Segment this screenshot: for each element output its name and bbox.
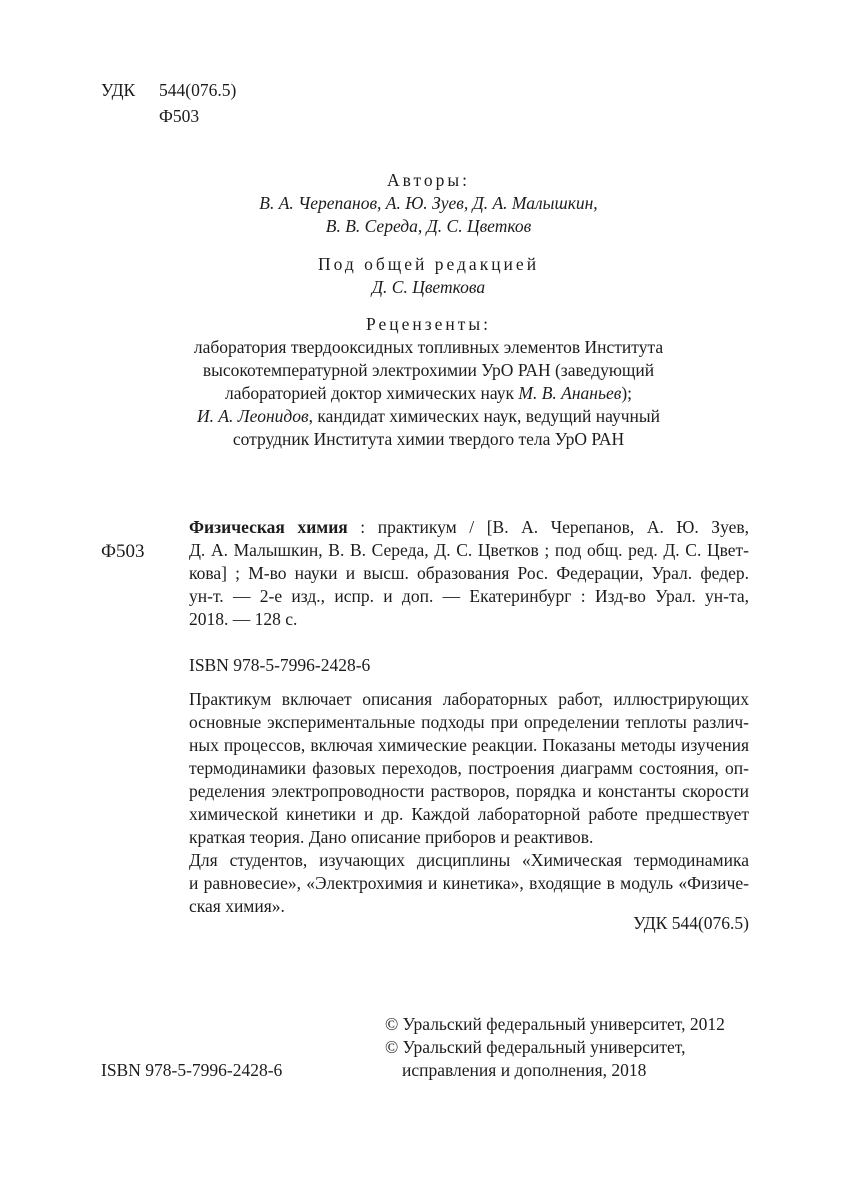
copyright-line-2: © Уральский федеральный университет,: [385, 1037, 686, 1057]
copyright-line-1: © Уральский федеральный университет, 2012: [385, 1014, 725, 1034]
reviewers-heading: Рецензенты:: [365, 314, 492, 334]
reviewers-line-4: [0, 405, 857, 427]
reviewer-name-ananyev: М. В. Ананьев: [518, 383, 622, 403]
annotation: [189, 688, 749, 918]
annotation-p1-line-4: термодинамики фазовых переходов, построения диаграмм состояния, оп-: [189, 758, 749, 778]
reviewers-line-4-text: , кандидат химических наук, ведущий научный: [308, 406, 661, 426]
annotation-p1-line-2: основные экспериментальные подходы при определении теплоты различ-: [189, 712, 749, 732]
bib-line-1: [189, 516, 749, 539]
reviewer-name-leonidov: И. А. Леонидов: [196, 406, 309, 426]
bib-line-4: ун-т. — 2-е изд., испр. и доп. — Екатеринбург : Изд-во Урал. ун-та,: [189, 586, 749, 606]
bib-line-1-rest: : практикум / [В. А. Черепанов, А. Ю. Зуев,: [347, 517, 749, 537]
reviewers-line-1: лаборатория твердооксидных топливных элементов Института: [193, 337, 664, 357]
udc-right: УДК 544(076.5): [633, 913, 749, 933]
authors-line-2: В. В. Середа, Д. С. Цветков: [325, 216, 532, 236]
reviewers-line-3-text: лабораторией доктор химических наук: [224, 383, 519, 403]
annotation-p2-line-3: ская химия».: [189, 896, 285, 916]
reviewers-line-5: сотрудник Института химии твердого тела УрО РАН: [232, 429, 625, 449]
udc-index: Ф503: [159, 106, 200, 126]
isbn-bottom: ISBN 978-5-7996-2428-6: [101, 1060, 283, 1080]
bib-line-3: кова] ; М-во науки и высш. образования Рос. Федерации, Урал. федер.: [189, 563, 749, 583]
reviewers-line-3-end: );: [621, 383, 633, 403]
annotation-p1-line-7: краткая теория. Дано описание приборов и реактивов.: [189, 827, 594, 847]
annotation-p1-line-3: ных процессов, включая химические реакции. Показаны методы изучения: [189, 735, 749, 755]
annotation-p1-line-6: химической кинетики и др. Каждой лабораторной работе предшествует: [189, 804, 749, 824]
annotation-p1-line-5: ределения электропроводности растворов, порядка и константы скорости: [189, 781, 749, 801]
reviewers-line-2: высокотемпературной электрохимии УрО РАН (заведующий: [202, 360, 655, 380]
bib-index: Ф503: [101, 541, 145, 562]
editor-name: Д. С. Цветкова: [371, 277, 486, 297]
authors-line-1: В. А. Черепанов, А. Ю. Зуев, Д. А. Малышкин,: [259, 193, 598, 213]
annotation-p2-line-1: Для студентов, изучающих дисциплины «Химическая термодинамика: [189, 850, 749, 870]
udc-label: УДК: [101, 80, 136, 100]
isbn-main: ISBN 978-5-7996-2428-6: [189, 655, 371, 675]
editor-heading: Под общей редакцией: [317, 254, 540, 274]
annotation-p2-line-2: и равновесие», «Электрохимия и кинетика», входящие в модуль «Физиче-: [189, 873, 749, 893]
bib-record: [189, 516, 749, 631]
annotation-p1-line-1: Практикум включает описания лабораторных работ, иллюстрирующих: [189, 689, 749, 709]
copyright-line-3: исправления и дополнения, 2018: [402, 1060, 647, 1080]
bib-line-2: Д. А. Малышкин, В. В. Середа, Д. С. Цветков ; под общ. ред. Д. С. Цвет-: [189, 540, 749, 560]
reviewers-line-3: [0, 382, 857, 404]
udc-code: 544(076.5): [159, 80, 237, 100]
bib-title: Физическая химия: [189, 517, 348, 537]
bib-line-5: 2018. — 128 с.: [189, 609, 298, 629]
authors-heading: Авторы:: [386, 170, 470, 190]
